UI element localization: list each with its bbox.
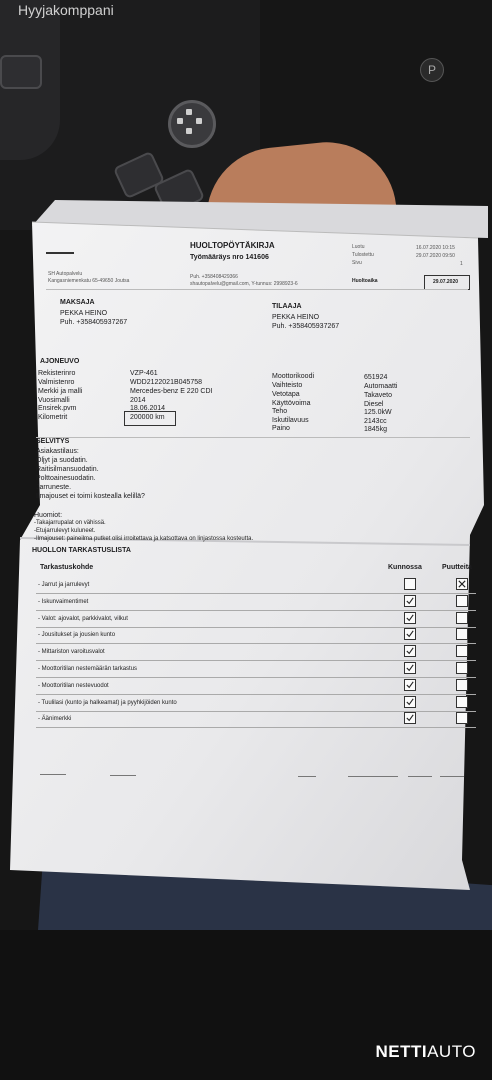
vehicle-field-value: VZP-461: [130, 370, 158, 377]
divider: [298, 776, 316, 777]
divider: [408, 776, 432, 777]
explanation-heading: SELVITYS: [36, 438, 70, 445]
vehicle-field-value: Mercedes-benz E 220 CDI: [130, 388, 213, 395]
fault-checkbox[interactable]: [456, 612, 468, 624]
company-phone: Puh. +358408429366: [190, 274, 238, 280]
checklist-item-label: - Moottoritilan nestemäärän tarkastus: [38, 666, 138, 672]
explanation-line: Asiakastilaus:: [36, 448, 79, 455]
payer-heading: MAKSAJA: [60, 299, 95, 306]
checklist-row-divider: [36, 727, 476, 728]
notes-heading: Huomiot:: [34, 512, 63, 519]
service-date-label: Huoltoaika: [352, 278, 378, 284]
vehicle-field-label: Valmistenro: [38, 379, 75, 386]
fault-checkbox[interactable]: [456, 628, 468, 640]
company-email: shautopalvelu@gmail.com, Y-tunnus: 2998923-6: [190, 281, 298, 287]
checklist-col-fault: Puutteita: [442, 564, 472, 571]
document-title: HUOLTOPÖYTÄKIRJA: [190, 241, 275, 250]
ok-checkbox[interactable]: [404, 662, 416, 674]
page-label: Sivu: [352, 260, 362, 266]
payer-name: PEKKA HEINO: [60, 310, 108, 317]
vehicle-field-label: Merkki ja malli: [38, 388, 83, 395]
checklist-row-divider: [36, 694, 476, 695]
ok-checkbox[interactable]: [404, 679, 416, 691]
watermark: Hyyjakomppani: [18, 2, 114, 18]
checklist-col-ok: Kunnossa: [388, 564, 422, 571]
ok-checkbox[interactable]: [404, 645, 416, 657]
checklist-item-label: - Valot: ajovalot, parkkivalot, vilkut: [38, 616, 128, 622]
checkmark-icon: [406, 681, 414, 689]
cross-icon: [458, 580, 466, 588]
checklist-item-label: - Moottoritilan nestevuodot: [38, 683, 109, 689]
vehicle-field-label: Käyttövoima: [272, 400, 311, 407]
checklist-item-label: - Jousitukset ja jousien kunto: [38, 632, 116, 638]
checklist-item-label: - Mittariston varoitusvalot: [38, 649, 105, 655]
printed-label: Tulostettu: [352, 252, 374, 258]
orderer-heading: TILAAJA: [272, 303, 302, 310]
vehicle-field-label: Vaihteisto: [272, 382, 303, 389]
explanation-line: Raitisilmansuodatin.: [36, 466, 99, 473]
explanation-line: Polttoainesuodatin.: [36, 475, 96, 482]
fault-checkbox[interactable]: [456, 696, 468, 708]
fault-checkbox[interactable]: [456, 578, 468, 590]
vehicle-field-value: 125.0kW: [364, 409, 392, 416]
fault-checkbox[interactable]: [456, 662, 468, 674]
vehicle-field-label: Rekisterinro: [38, 370, 76, 377]
vehicle-field-value: 18.06.2014: [130, 405, 166, 412]
orderer-name: PEKKA HEINO: [272, 314, 320, 321]
checklist-row-divider: [36, 643, 476, 644]
checklist-col-item: Tarkastuskohde: [40, 564, 94, 571]
service-date-value: 29.07.2020: [433, 279, 459, 285]
checklist-item-label: - Äänimerkki: [38, 716, 72, 722]
ok-checkbox[interactable]: [404, 595, 416, 607]
vehicle-field-value: 651924: [364, 374, 388, 381]
checkmark-icon: [406, 664, 414, 672]
company-name: SH Autopalvelu: [48, 271, 83, 277]
fault-checkbox[interactable]: [456, 595, 468, 607]
explanation-line: Jarruneste.: [36, 484, 72, 491]
divider: [110, 775, 136, 776]
note-line: -Takajarrupalat on vähissä.: [34, 520, 106, 526]
ok-checkbox[interactable]: [404, 628, 416, 640]
fault-checkbox[interactable]: [456, 679, 468, 691]
checkmark-icon: [406, 597, 414, 605]
divider: [46, 289, 468, 290]
fault-checkbox[interactable]: [456, 645, 468, 657]
divider: [36, 437, 470, 438]
vehicle-heading: AJONEUVO: [40, 358, 80, 365]
divider: [348, 776, 398, 777]
vehicle-field-label: Paino: [272, 425, 290, 432]
vehicle-field-value: Diesel: [364, 401, 384, 408]
checklist-row-divider: [36, 660, 476, 661]
brand-part1: NETTI: [375, 1042, 428, 1061]
vehicle-field-label: Teho: [272, 408, 288, 415]
divider: [40, 774, 66, 775]
created-label: Luotu: [352, 244, 365, 250]
vehicle-field-value: Automaatti: [364, 383, 398, 390]
divider: [440, 776, 464, 777]
vehicle-field-label: Vuosimalli: [38, 397, 70, 404]
checklist-row-divider: [36, 610, 476, 611]
brand-part2: AUTO: [427, 1042, 476, 1061]
ok-checkbox[interactable]: [404, 712, 416, 724]
mileage-value: 200000 km: [130, 414, 165, 421]
checklist-item-label: - Tuulilasi (kunto ja halkeamat) ja pyyhkijöiden kunto: [38, 700, 177, 706]
ok-checkbox[interactable]: [404, 578, 416, 590]
vehicle-field-label: Vetotapa: [272, 391, 300, 398]
vehicle-field-label: Kilometrit: [38, 414, 68, 421]
vehicle-field-value: 2014: [130, 397, 146, 404]
explanation-line: Ilmajouset ei toimi kostealla kelillä?: [36, 493, 145, 500]
page-value: 1: [460, 261, 463, 267]
checklist-item-label: - Jarrut ja jarrulevyt: [38, 582, 90, 588]
vehicle-field-value: 1845kg: [364, 426, 387, 433]
note-line: -Etujarrulevyt kuluneet.: [34, 528, 96, 534]
vehicle-field-label: Ensirek.pvm: [38, 405, 77, 412]
fault-checkbox[interactable]: [456, 712, 468, 724]
vehicle-field-value: WDD2122021B045758: [130, 379, 202, 386]
nettiauto-logo: [375, 1042, 476, 1062]
vehicle-field-value: 2143cc: [364, 418, 387, 425]
parking-button-icon: P: [420, 58, 444, 82]
ok-checkbox[interactable]: [404, 696, 416, 708]
checklist-row-divider: [36, 593, 476, 594]
checkmark-icon: [406, 714, 414, 722]
note-line: -Ilmajouset: paineilma putket olisi irroitettava ja katsottava on linjastossa kosteutta.: [34, 536, 254, 542]
logo-line: [46, 252, 74, 254]
checkmark-icon: [406, 614, 414, 622]
vehicle-field-value: Takaveto: [364, 392, 393, 399]
printed-value: 29.07.2020 09:50: [416, 253, 455, 259]
checklist-heading: HUOLLON TARKASTUSLISTA: [32, 547, 131, 554]
checklist-row-divider: [36, 677, 476, 678]
checkmark-icon: [406, 630, 414, 638]
payer-phone: Puh. +358405937267: [60, 319, 128, 326]
vehicle-field-label: Moottorikoodi: [272, 373, 315, 380]
vehicle-field-label: Iskutilavuus: [272, 417, 309, 424]
checkmark-icon: [406, 647, 414, 655]
checklist-item-label: - Iskunvaimentimet: [38, 599, 89, 605]
ok-checkbox[interactable]: [404, 612, 416, 624]
explanation-line: Öljyt ja suodatin.: [36, 457, 88, 464]
created-value: 16.07.2020 10:15: [416, 245, 455, 251]
work-order-number: Työmääräys nro 141606: [190, 254, 269, 261]
orderer-phone: Puh. +358405937267: [272, 323, 340, 330]
checkmark-icon: [406, 698, 414, 706]
company-address: Kangasniemenkatu 65-49650 Joutsa: [48, 278, 130, 284]
